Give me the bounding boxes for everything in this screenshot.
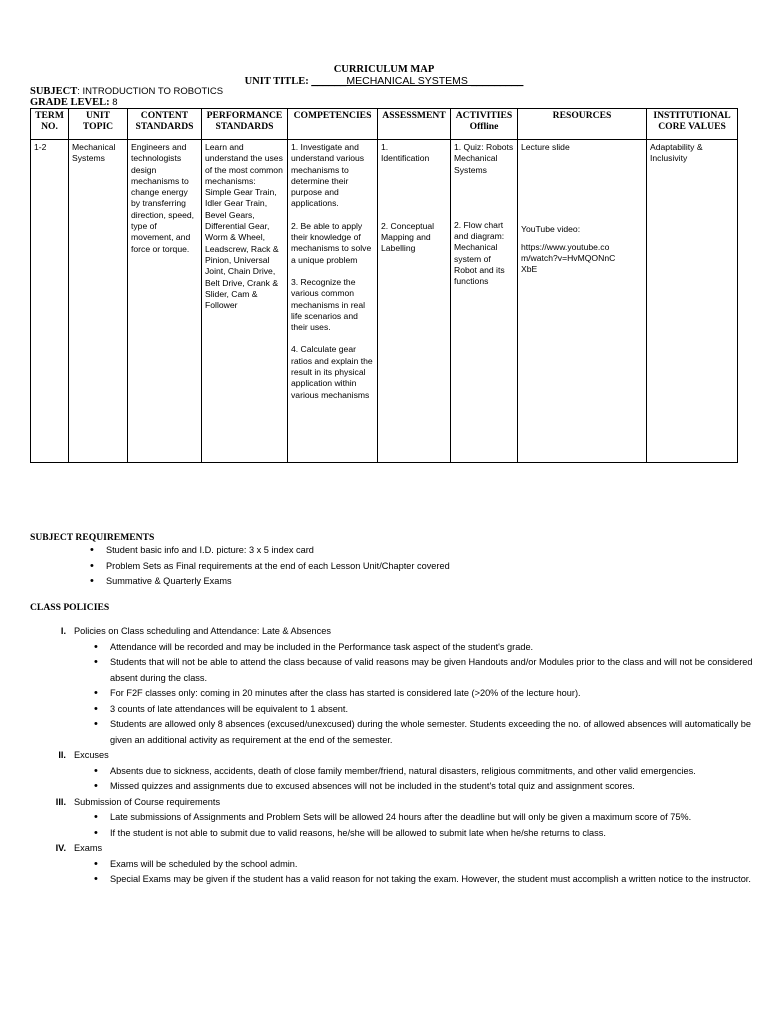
- list-item: • Student basic info and I.D. picture: 3 x 5 index card: [84, 543, 744, 559]
- header-activities-label: ACTIVITIES: [455, 110, 513, 121]
- list-item: • For F2F classes only: coming in 20 minutes after the class has started is considered late (>20% of the lecture hour).: [88, 686, 764, 702]
- table-header-row: [31, 109, 738, 140]
- competency-item: 3. Recognize the various common mechanisms in real life scenarios and their uses.: [291, 276, 366, 333]
- subject-requirements-heading: SUBJECT REQUIREMENTS: [30, 532, 155, 543]
- subject-value: : INTRODUCTION TO ROBOTICS: [77, 86, 224, 97]
- list-item: • Students that will not be able to attend the class because of valid reasons may be given Handouts and/or Modules prior to the class and will not be considered absent during the class.: [88, 655, 764, 686]
- grade-line: [30, 97, 118, 108]
- unit-title-value: ______MECHANICAL SYSTEMS _________: [311, 75, 524, 87]
- competency-item: 1. Investigate and understand various mechanisms to determine their purpose and applications.: [291, 142, 365, 209]
- header-unit-topic: UNIT TOPIC: [69, 109, 128, 140]
- list-item: • Problem Sets as Final requirements at the end of each Lesson Unit/Chapter covered: [84, 559, 744, 575]
- cell-term: 1-2: [31, 140, 69, 463]
- policy-list: [88, 640, 764, 749]
- cell-competencies: [288, 140, 378, 463]
- activity-item: 1. Quiz: Robots Mechanical Systems: [454, 142, 514, 175]
- cell-topic: Mechanical Systems: [69, 140, 128, 463]
- cell-resources: [518, 140, 647, 463]
- table-row: [31, 140, 738, 463]
- subject-requirements-list: [84, 543, 744, 590]
- assessment-item: 1. Identification: [381, 142, 430, 164]
- policy-section-title: III. Submission of Course requirements: [55, 796, 221, 807]
- list-item: • Students are allowed only 8 absences (excused/unexcused) during the whole semester. Students exceeding the no. of allowed absences will automatically be given an additional activity as requirement at the end of the semester.: [88, 717, 764, 748]
- resource-item: Lecture slide: [521, 142, 570, 152]
- policy-list: [88, 857, 764, 888]
- resource-item: YouTube video:: [521, 224, 581, 235]
- header-term: TERM NO.: [31, 109, 69, 140]
- header-resources: RESOURCES: [518, 109, 647, 140]
- curriculum-table: [30, 108, 738, 463]
- assessment-item: 2. Conceptual Mapping and Labelling: [381, 220, 435, 254]
- policy-section: [30, 624, 753, 888]
- cell-activities: [451, 140, 518, 463]
- list-item: • 3 counts of late attendances will be equivalent to 1 absent.: [88, 702, 764, 718]
- policy-list: [88, 764, 764, 795]
- header-content-standards: CONTENT STANDARDS: [128, 109, 202, 140]
- header-performance-standards: PERFORMANCE STANDARDS: [202, 109, 288, 140]
- list-item: • Late submissions of Assignments and Problem Sets will be allowed 24 hours after the deadline but will only be given a maximum score of 75%.: [88, 810, 764, 826]
- list-item: • Summative & Quarterly Exams: [84, 574, 744, 590]
- grade-value: 8: [109, 97, 118, 108]
- cell-core-values: Adaptability & Inclusivity: [647, 140, 738, 463]
- competency-item: 2. Be able to apply their knowledge of mechanisms to solve a unique problem: [291, 220, 372, 265]
- list-item: • Exams will be scheduled by the school admin.: [88, 857, 764, 873]
- list-item: • If the student is not able to submit due to valid reasons, he/she will be allowed to submit late when he/she returns to class.: [88, 826, 764, 842]
- subject-line: [30, 86, 223, 97]
- policy-list: [88, 810, 764, 841]
- policy-section-title: II. Excuses: [58, 750, 109, 760]
- grade-label: GRADE LEVEL:: [30, 97, 110, 108]
- cell-performance: Learn and understand the uses of the most common mechanisms: Simple Gear Train, Idler Gear Train, Bevel Gears, Differential Gear, Worm & Wheel, Leadscrew, Rack & Pinion, Universal Joint, Chain Drive, Belt Drive, Crank & Slider, Cam & Follower: [202, 140, 288, 463]
- header-activities: [451, 109, 518, 140]
- resource-link[interactable]: https://www.youtube.com/watch?v=HvMQONnCXbE: [521, 241, 616, 275]
- policy-section-title: I. Policies on Class scheduling and Attendance: Late & Absences: [60, 626, 331, 636]
- cell-assessment: [378, 140, 451, 463]
- unit-title-label: UNIT TITLE:: [244, 76, 309, 87]
- header-assessment: ASSESSMENT: [378, 109, 451, 140]
- competency-item: 4. Calculate gear ratios and explain the result in its physical application within various mechanisms: [291, 344, 373, 400]
- policy-section-title: IV. Exams: [55, 843, 103, 853]
- header-core-values: INSTITUTIONAL CORE VALUES: [647, 109, 738, 140]
- list-item: • Special Exams may be given if the student has a valid reason for not taking the exam. However, the student must accomplish a written notice to the instructor.: [88, 872, 764, 888]
- list-item: • Absents due to sickness, accidents, death of close family member/friend, natural disasters, religious commitments, and other valid emergencies.: [88, 764, 764, 780]
- list-item: • Attendance will be recorded and may be included in the Performance task aspect of the student's grade.: [88, 640, 764, 656]
- class-policies-heading: CLASS POLICIES: [30, 602, 110, 613]
- document-title: CURRICULUM MAP: [333, 64, 435, 75]
- header-competencies: COMPETENCIES: [288, 109, 378, 140]
- cell-content: Engineers and technologists design mechanisms to change energy by transferring direction, speed, type of movement, and force or torque.: [128, 140, 202, 463]
- subject-label: SUBJECT: [30, 86, 78, 97]
- header-activities-sub: Offline: [469, 121, 499, 132]
- activity-item: 2. Flow chart and diagram: Mechanical system of Robot and its functions: [454, 219, 505, 287]
- list-item: • Missed quizzes and assignments due to excused absences will not be included in the student's total quiz and assignment scores.: [88, 779, 764, 795]
